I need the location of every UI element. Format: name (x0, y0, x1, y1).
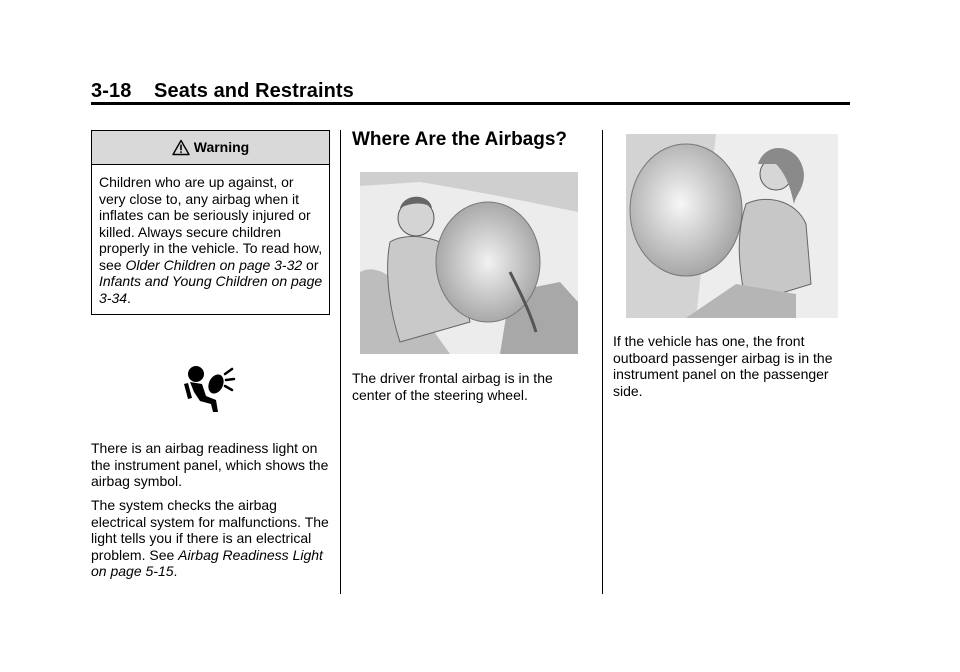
infants-young-children-link[interactable]: Infants and Young Children on page 3-34 (99, 273, 323, 306)
passenger-airbag-illustration (626, 134, 838, 318)
column-divider-1 (340, 130, 341, 594)
column-divider-2 (602, 130, 603, 594)
section-title: Where Are the Airbags? (352, 129, 568, 150)
warning-title: Warning (193, 139, 250, 156)
warning-body (92, 165, 329, 314)
warning-header (92, 131, 329, 165)
readiness-paragraph-2 (91, 497, 331, 580)
airbag-readiness-symbol-icon (180, 362, 240, 414)
driver-airbag-caption: The driver frontal airbag is in the center of the steering wheel. (352, 370, 553, 403)
passenger-airbag-caption: If the vehicle has one, the front outboard passenger airbag is in the instrument panel on the passenger side. (613, 333, 833, 399)
header-rule (91, 102, 850, 105)
readiness-paragraph-2-text: The system checks the airbag electrical system for malfunctions. The light tells you if there is an electrical problem. See (91, 497, 329, 563)
column-1 (91, 130, 330, 315)
warning-text-before: Children who are up against, or very close to, any airbag when it inflates can be seriously injured or killed. Always secure children properly in the vehicle. To read how, see (99, 174, 323, 273)
warning-triangle-icon (172, 139, 190, 156)
driver-airbag-illustration (360, 172, 578, 354)
older-children-link[interactable]: Older Children on page 3-32 (125, 256, 303, 273)
column-2 (352, 128, 592, 152)
warning-text-after: . (127, 289, 131, 306)
warning-box (91, 130, 330, 315)
warning-text (99, 174, 323, 306)
readiness-paragraph-1: There is an airbag readiness light on the instrument panel, which shows the airbag symbol. (91, 440, 329, 489)
readiness-paragraph-2-end: . (173, 563, 178, 579)
warning-text-mid: or (302, 256, 319, 273)
page-title: 3-18 Seats and Restraints (91, 80, 354, 102)
airbag-readiness-light-link[interactable]: Airbag Readiness Light on page 5-15 (91, 546, 323, 579)
